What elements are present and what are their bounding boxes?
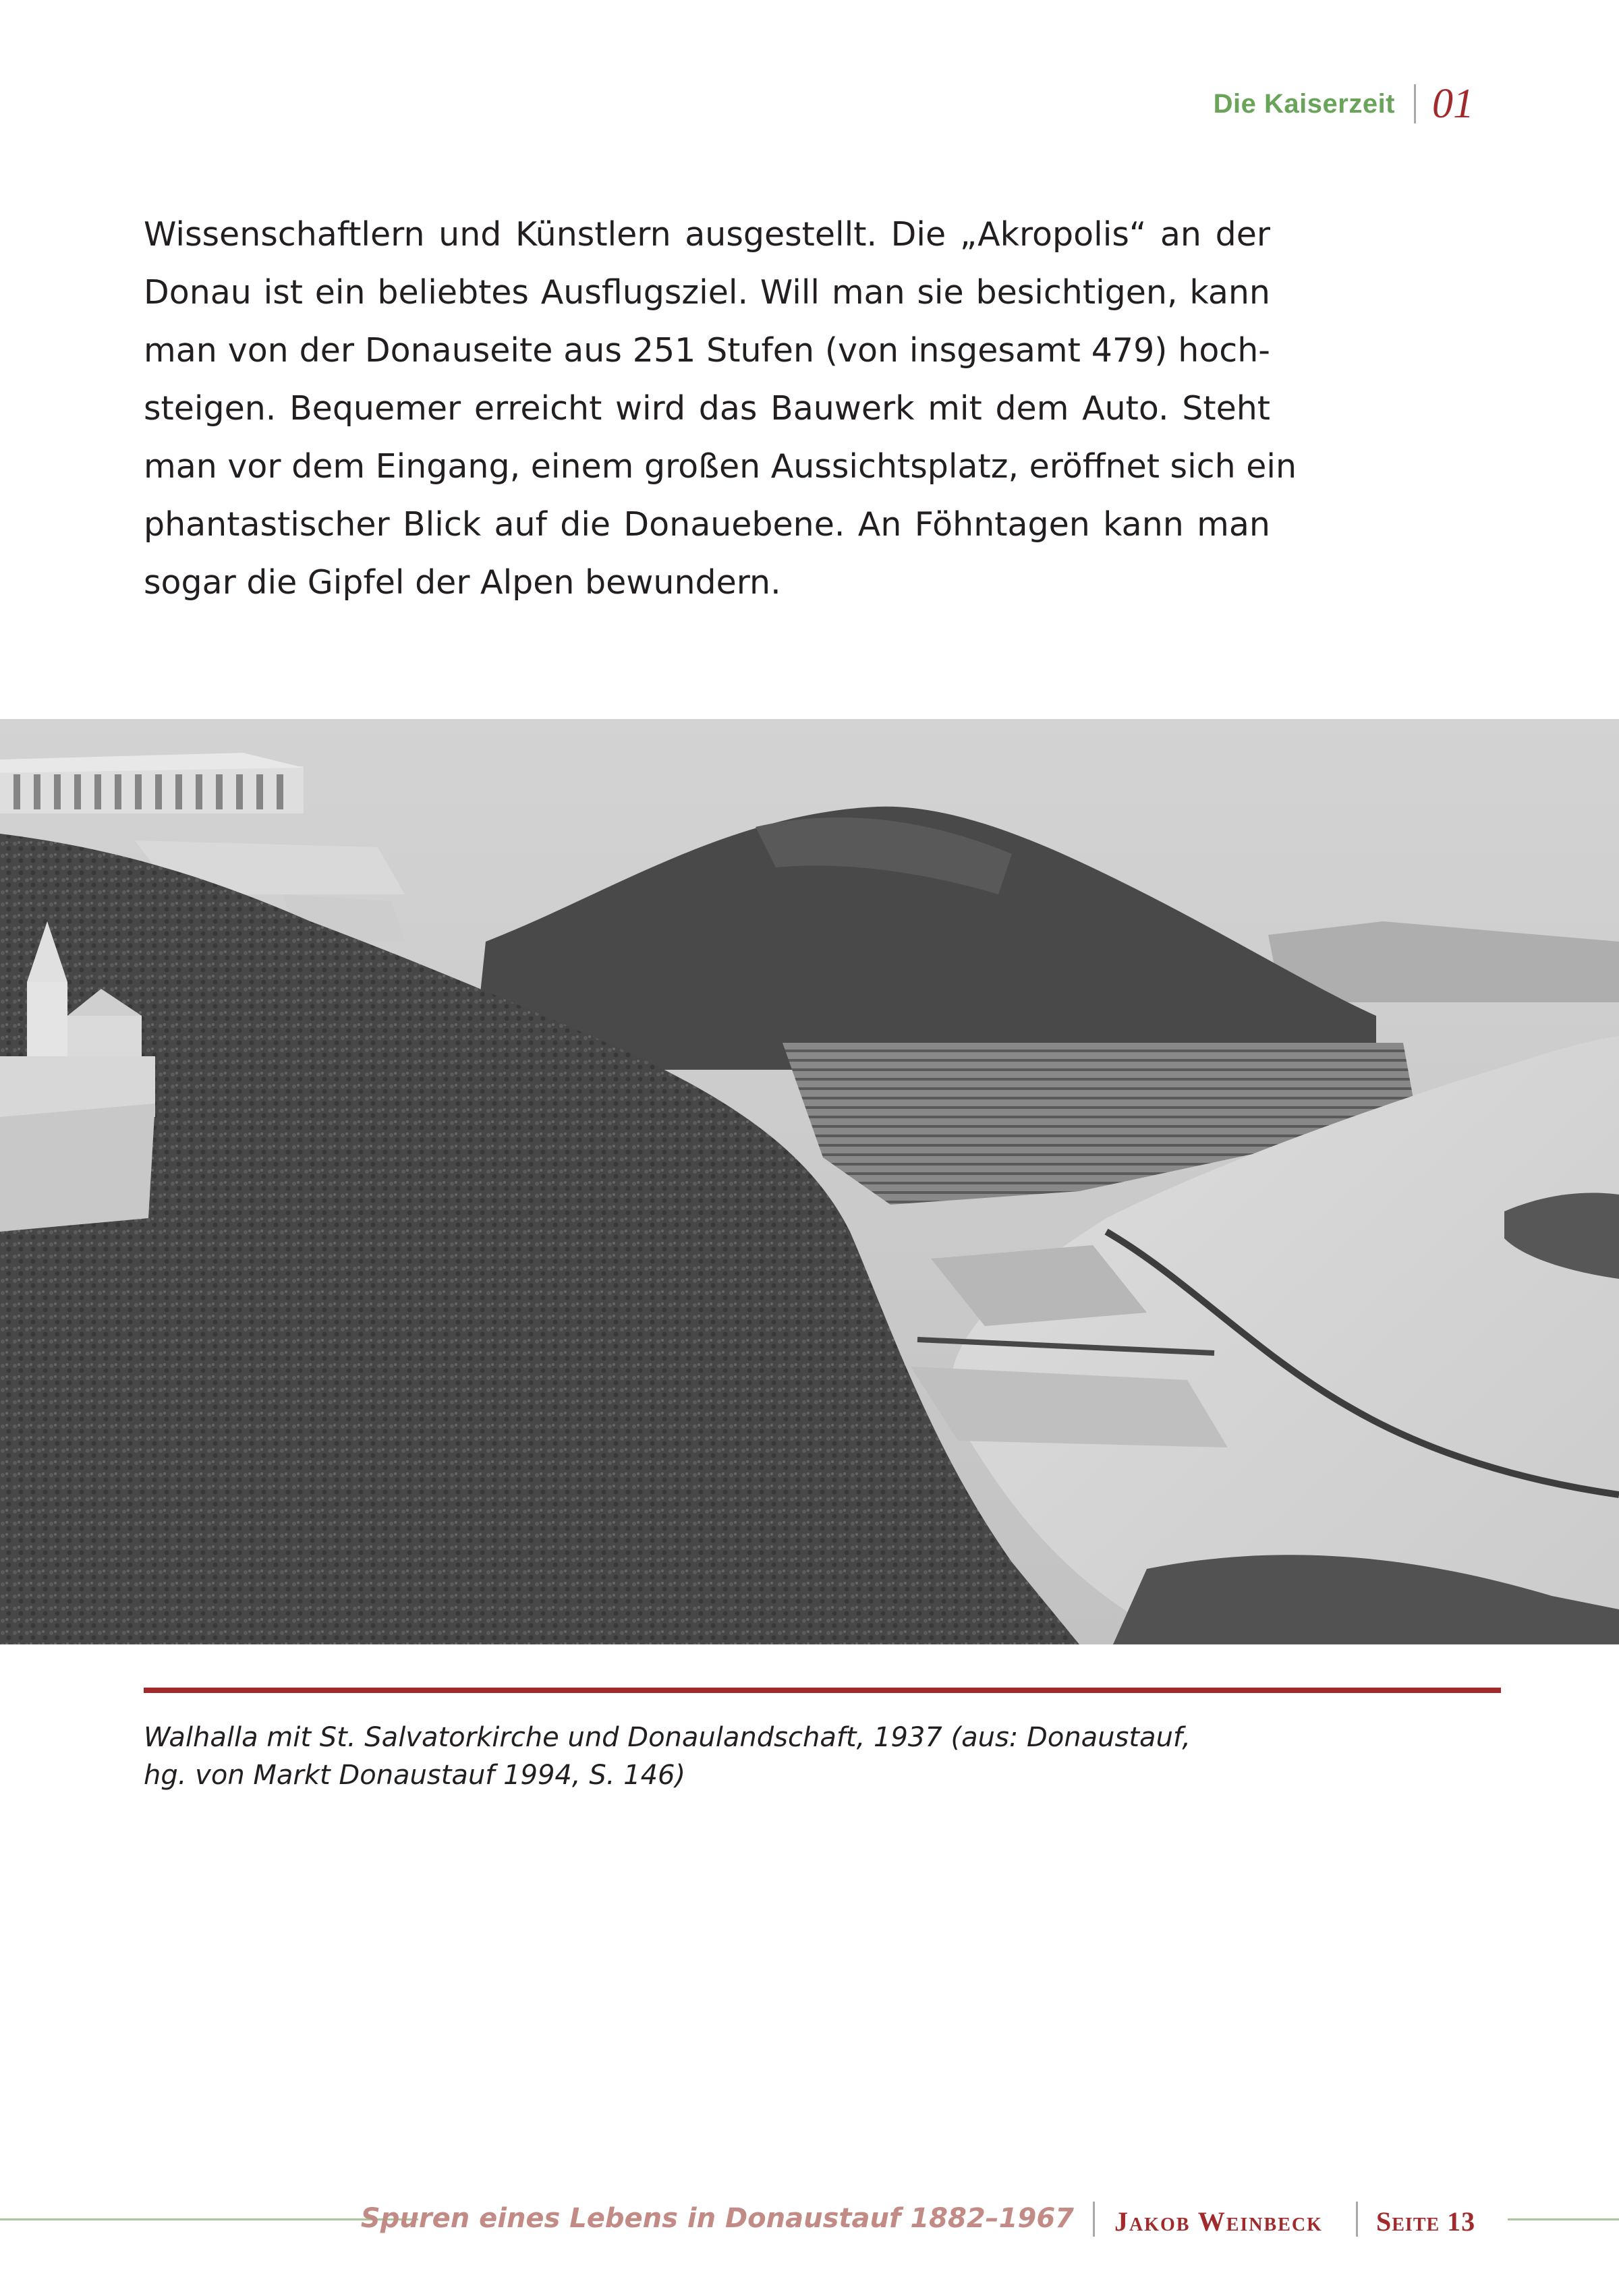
footer-divider xyxy=(1093,2202,1095,2237)
header-divider xyxy=(1414,84,1416,123)
caption-line: Walhalla mit St. Salvatorkirche und Donaulandschaft, 1937 (aus: Donaustauf, xyxy=(144,1722,1191,1753)
running-header xyxy=(1214,80,1474,128)
body-line: sogar die Gipfel der Alpen bewundern. xyxy=(144,563,781,602)
body-paragraph xyxy=(144,206,1297,612)
body-line: phantastischer Blick auf die Donauebene. An Föhntagen kann man xyxy=(144,505,1270,544)
footer-rule-left xyxy=(0,2218,418,2220)
footer-rule-right xyxy=(1508,2218,1619,2220)
body-line: man vor dem Eingang, einem großen Aussichtsplatz, eröffnet sich ein xyxy=(144,447,1297,486)
body-line: steigen. Bequemer erreicht wird das Bauwerk mit dem Auto. Steht xyxy=(144,389,1270,428)
body-line: man von der Donauseite aus 251 Stufen (von insgesamt 479) hoch- xyxy=(144,331,1270,370)
figure-caption xyxy=(144,1719,1290,1794)
caption-rule xyxy=(144,1688,1501,1693)
footer-page-number: Seite 13 xyxy=(1376,2206,1476,2237)
body-line: Wissenschaftlern und Künstlern ausgestellt. Die „Akropolis“ an der xyxy=(144,215,1270,254)
footer-book-title: Spuren eines Lebens in Donaustauf 1882–1967 xyxy=(360,2203,1074,2234)
historical-photograph xyxy=(0,719,1619,1644)
chapter-number: 01 xyxy=(1432,80,1474,127)
body-line: Donau ist ein beliebtes Ausflugsziel. Will man sie besichtigen, kann xyxy=(144,273,1270,312)
running-footer xyxy=(0,2199,1619,2239)
footer-author: Jakob Weinbeck xyxy=(1114,2206,1323,2237)
chapter-title: Die Kaiserzeit xyxy=(1213,88,1395,119)
caption-line: hg. von Markt Donaustauf 1994, S. 146) xyxy=(144,1760,686,1791)
footer-divider xyxy=(1356,2202,1358,2237)
